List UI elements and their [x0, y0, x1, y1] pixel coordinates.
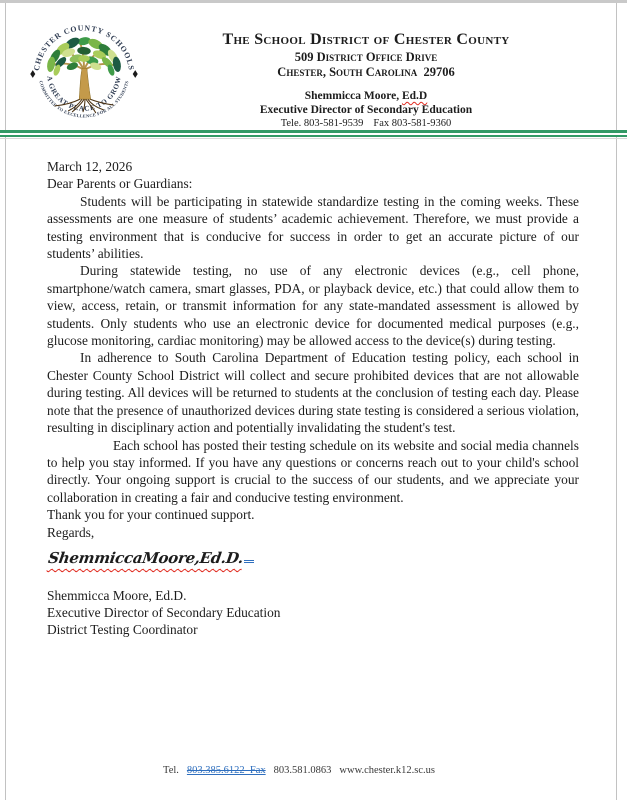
paragraph-3: In adherence to South Carolina Department of Education testing policy, each school in Chester County School District will collect and secure prohibited devices that are not allowable during testing. All devices will be returned to students at the conclusion of testing each day. Please note that the presence of unauthorized devices during state testing is considered a serious violation, resulting in disciplinary action and potentially invalidating the student's test.: [47, 350, 579, 436]
contact-name-text: Shemmicca Moore,: [304, 90, 402, 102]
salutation: Dear Parents or Guardians:: [47, 176, 193, 192]
logo-ring-text: CHESTER COUNTY SCHOOLS: [31, 23, 137, 72]
address-line-1: 509 District Office Drive: [294, 50, 438, 64]
footer-fax-number: 803.581.0863: [273, 765, 332, 776]
signature: [47, 550, 579, 577]
logo-motto-text: A GREAT PLACE TO GROW: [45, 75, 123, 113]
header-fax: Fax 803-581-9360: [373, 118, 452, 129]
grammar-check-mark-icon: [244, 550, 254, 563]
logo-submotto-text: COMMITTED TO EXCELLENCE FOR ALL STUDENTS: [38, 80, 130, 119]
footer-tel-label: Tel.: [163, 765, 179, 776]
letter-footer: [0, 765, 604, 776]
footer-website: www.chester.k12.sc.us: [339, 765, 435, 776]
letter-date: March 12, 2026: [47, 159, 133, 174]
signoff-title-2: District Testing Coordinator: [47, 621, 198, 637]
footer-deleted-phone: 803.385.6122 Fax: [186, 765, 266, 776]
letter-body: [47, 158, 579, 638]
signoff-block: [47, 587, 579, 638]
closing-line: Regards,: [47, 524, 95, 540]
paragraph-1: Students will be participating in statewide standardize testing in the coming weeks. These assessments are one measure of students’ academic achievement. Therefore, we must provide a testing environment that is conducive for success in order to get an accurate picture of our students’ abilities.: [47, 193, 579, 262]
paragraph-2: During statewide testing, no use of any electronic devices (e.g., cell phone, smartphone/watch camera, smart glasses, PDA, or playback device, etc.) that could allow them to view, access, retain, or transmit information for any state-mandated assessment is allowed by students. Only students who use an electronic device for documented medical purposes (e.g., glucose monitoring, cardiac monitoring) may be allowed access to the device(s) during testing.: [47, 263, 579, 349]
signoff-name: Shemmicca Moore, Ed.D.: [47, 587, 187, 603]
letter-content-layer: [5, 3, 617, 800]
header-tele: Tele. 803-581-9539: [280, 118, 364, 129]
paragraph-4: Each school has posted their testing schedule on its website and social media channels to help you stay informed. If you have any questions or concerns reach out to your child's school directly. Your ongoing support is crucial to the success of our students, and we appreciate your collaboration in creating a fair and conducive testing environment.: [47, 437, 579, 505]
signoff-title-1: Executive Director of Secondary Education: [47, 604, 281, 620]
district-name: The School District of Chester County: [222, 31, 510, 48]
contact-name-degree-misspelling: Ed.D: [401, 90, 428, 102]
signature-script: ShemmiccaMoore,Ed.D.: [47, 548, 245, 567]
address-line-2: Chester, South Carolina 29706: [277, 65, 455, 79]
thanks-line: Thank you for your continued support.: [47, 507, 255, 523]
contact-title: Executive Director of Secondary Education: [259, 104, 473, 116]
